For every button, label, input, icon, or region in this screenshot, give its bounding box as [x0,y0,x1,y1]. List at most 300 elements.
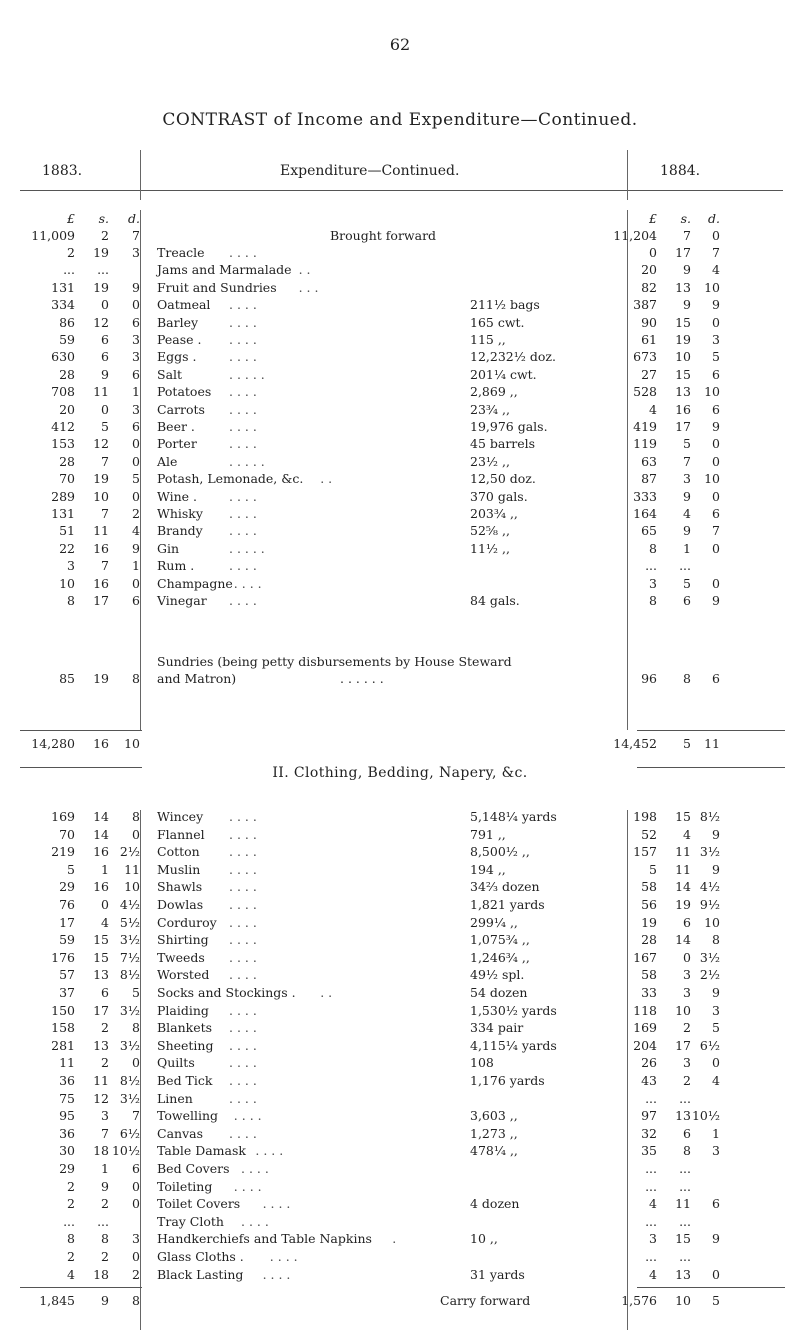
amount-pence: 10 [704,279,720,295]
table-row [0,296,800,313]
item-label: Socks and Stockings . [157,985,296,1000]
amount-pence: 1 [132,384,140,400]
total-pounds: 14,280 [31,736,75,751]
amount-pounds: 673 [633,349,657,365]
table-row [0,435,800,452]
quantity: 34⅔ dozen [470,879,540,895]
leader-dots: . . [320,985,333,1000]
amount-pounds: 28 [641,932,657,948]
table-row [0,984,800,1001]
amount-pence: 0 [132,1249,140,1264]
amount-shillings: 14 [93,826,109,842]
amount-pounds: 419 [633,419,657,434]
quantity: 23¾ ,, [470,401,510,417]
amount-shillings: 9 [101,1293,109,1308]
amount-shillings: ... [679,1249,691,1264]
amount-shillings: 8 [683,1143,691,1159]
amount-pounds: 63 [641,453,657,469]
quantity: 201¼ cwt. [470,366,537,382]
amount-shillings: 10 [675,1293,691,1308]
amount-pence: 0 [132,297,140,313]
leader-dots: . . . . [233,575,262,591]
amount-shillings: 7 [683,228,691,243]
leader-dots: . . . . [229,384,257,400]
amount-shillings: 7 [101,1125,109,1141]
amount-pence: 7½ [119,949,140,965]
amount-pence: 5 [132,985,140,1000]
amount-shillings: 12 [93,314,109,330]
amount-pounds: ... [645,558,657,574]
amount-pence: 3½ [119,932,140,948]
table-row [0,314,800,331]
amount-pounds: 281 [51,1037,75,1053]
amount-pounds: 11,009 [31,228,75,243]
amount-pounds: 708 [51,384,75,400]
amount-pounds: 11,204 [613,228,657,243]
table-row [0,1248,800,1265]
amount-shillings: 2 [101,228,109,243]
amount-pounds: 169 [51,809,75,824]
amount-shillings: 19 [675,897,691,912]
amount-shillings: 13 [675,279,691,295]
total-pence: 11 [704,736,720,751]
quantity: 791 ,, [470,826,506,842]
amount-pounds: 157 [633,844,657,860]
leader-dots: . . . . [229,897,257,912]
sundries-label-line2: and Matron) [157,671,237,686]
year-right-header: 1884. [660,163,701,179]
amount-pence: 6 [712,401,720,417]
quantity: 1,075¾ ,, [470,932,530,948]
leader-dots: . . . . [229,826,257,842]
amount-shillings: 10 [93,488,109,504]
leader-dots: . . . . [229,879,257,895]
item-label: Bed Tick [157,1073,213,1088]
table-row [0,348,800,365]
amount-shillings: ... [97,1213,109,1229]
amount-shillings: 3 [683,967,691,983]
header-divider-left [140,150,141,200]
leader-dots: . . . . [229,1037,257,1053]
amount-pence: 9 [712,1231,720,1247]
table-row [0,949,800,966]
leader-dots: . . . . [229,506,257,521]
amount-shillings: 11 [675,861,691,877]
amount-pounds: 118 [633,1002,657,1018]
amount-pence: 8½ [699,809,720,824]
amount-shillings: 8 [101,1231,109,1247]
table-row [0,843,800,860]
table-row [0,808,800,825]
table-row [0,1037,800,1054]
amount-shillings: 8 [683,671,691,686]
table-row [0,453,800,470]
amount-shillings: 19 [675,332,691,347]
leader-dots: . . . . [233,1108,262,1124]
amount-pounds: 37 [59,985,75,1000]
amount-pounds: 97 [641,1108,657,1124]
amount-pence: 3½ [119,1037,140,1053]
table-row [0,575,800,592]
amount-shillings: 13 [675,384,691,400]
amount-pounds: 333 [633,488,657,504]
amount-pounds: 2 [67,1249,75,1264]
amount-pence: 5 [712,1020,720,1036]
item-label: Brandy [157,523,203,539]
amount-pounds: 20 [59,401,75,417]
leader-dots: . . . . [229,844,257,860]
amount-pence: 0 [132,575,140,591]
amount-shillings: 16 [675,401,691,417]
amount-pounds: 59 [59,332,75,347]
amount-pence: 7 [712,245,720,260]
amount-pence: 3½ [699,844,720,860]
amount-pounds: 52 [641,826,657,842]
amount-shillings: ... [679,1178,691,1194]
item-label: Handkerchiefs and Table Napkins [157,1231,372,1247]
amount-pence: 8 [712,932,720,948]
table-row [0,1230,800,1247]
amount-pounds: 158 [51,1020,75,1036]
amount-pounds: 43 [641,1073,657,1088]
leader-dots: . . . . [229,488,257,504]
pounds-header-left: £ [67,211,75,226]
amount-shillings: 6 [683,1125,691,1141]
amount-pounds: 61 [641,332,657,347]
amount-pence: 0 [712,575,720,591]
amount-pence: 6 [712,506,720,521]
table-row [0,279,800,296]
amount-pence: 9 [712,985,720,1000]
table-row [0,1107,800,1124]
amount-shillings: 6 [101,349,109,365]
amount-pounds: 76 [59,897,75,912]
amount-pounds: 4 [649,401,657,417]
amount-shillings: 18 [93,1143,109,1159]
amount-shillings: 6 [101,332,109,347]
item-label: Beer . [157,419,195,434]
amount-pence: 4½ [119,897,140,912]
amount-pence: 10 [704,384,720,400]
carry-forward-row [0,1292,800,1309]
amount-pounds: 167 [633,949,657,965]
amount-pence: 3½ [119,1090,140,1106]
amount-pounds: 58 [641,967,657,983]
amount-shillings: 4 [683,506,691,521]
amount-pence: 6 [132,593,140,608]
amount-shillings: ... [679,558,691,574]
item-label: Porter [157,436,197,452]
amount-shillings: ... [679,1161,691,1176]
leader-dots: . . . . [229,401,257,417]
amount-pounds: 85 [59,671,75,686]
leader-dots: . . . . [241,1213,269,1229]
amount-shillings: 16 [93,575,109,591]
amount-shillings: 19 [93,471,109,487]
amount-shillings: 13 [675,1266,691,1282]
amount-pounds: 30 [59,1143,75,1159]
amount-pence: 0 [712,488,720,504]
amount-pounds: 3 [67,558,75,574]
amount-shillings: 6 [683,914,691,930]
table-row [0,418,800,435]
amount-shillings: 0 [683,949,691,965]
quantity: 2,869 ,, [470,384,518,400]
amount-pounds: 57 [59,967,75,983]
amount-shillings: 9 [101,366,109,382]
amount-shillings: 15 [93,932,109,948]
table-row [0,1002,800,1019]
amount-pounds: 334 [51,297,75,313]
item-label: Oatmeal [157,297,211,313]
item-label: Plaiding [157,1002,209,1018]
quantity: 1,273 ,, [470,1125,518,1141]
amount-pounds: 219 [51,844,75,860]
amount-pounds: ... [645,1161,657,1176]
amount-shillings: 17 [675,419,691,434]
amount-pence: 8½ [119,967,140,983]
amount-pounds: ... [645,1213,657,1229]
amount-shillings: 19 [93,279,109,295]
amount-pence: 11 [124,861,140,877]
amount-pence: 6 [712,366,720,382]
amount-shillings: 10 [675,1002,691,1018]
leader-dots: . . . . [229,593,257,608]
amount-pounds: 33 [641,985,657,1000]
amount-pence: 3 [712,1002,720,1018]
table-row [0,1019,800,1036]
amount-shillings: 17 [675,1037,691,1053]
quantity: 54 dozen [470,985,528,1000]
total-rule-left [20,730,142,731]
brought-forward-label: Brought forward [330,228,437,243]
pence-header-right: d. [708,211,720,226]
table-row [0,896,800,913]
quantity: 23½ ,, [470,453,510,469]
leader-dots: . . . . [229,949,257,965]
amount-shillings: 0 [101,897,109,912]
quantity: 4,115¼ yards [470,1037,557,1053]
amount-pounds: 289 [51,488,75,504]
amount-shillings: 13 [93,967,109,983]
shillings-header-left: s. [98,211,109,226]
amount-pence: 5 [712,1293,720,1308]
table-row [0,1266,800,1283]
amount-shillings: 12 [93,436,109,452]
amount-pence: 0 [712,453,720,469]
carry-rule-right [637,1287,785,1288]
amount-shillings: 17 [675,245,691,260]
item-label: Canvas [157,1125,203,1141]
item-label: Potatoes [157,384,212,400]
quantity: 12,232½ doz. [470,349,556,365]
item-label: Wincey [157,809,204,824]
quantity: 5,148¼ yards [470,809,557,824]
amount-pounds: 90 [641,314,657,330]
amount-pence: 8½ [119,1073,140,1088]
amount-pence: 1 [132,558,140,574]
amount-pence: 3 [132,332,140,347]
item-label: Wine . [157,488,198,504]
amount-shillings: 7 [101,506,109,521]
amount-pounds: 1,845 [39,1293,75,1308]
pounds-header-right: £ [649,211,657,226]
amount-pence: 9 [132,279,140,295]
amount-pence: 10½ [111,1143,140,1159]
leader-dots: . . . . [229,523,257,539]
quantity: 334 pair [470,1020,524,1036]
table-row [0,1213,800,1230]
amount-shillings: ... [679,1090,691,1106]
amount-pounds: 8 [67,593,75,608]
header-rule [20,190,783,191]
amount-shillings: 16 [93,844,109,860]
amount-shillings: ... [97,262,109,278]
quantity: 370 gals. [470,488,528,504]
leader-dots: . [392,1231,397,1247]
item-label: Tweeds [157,949,205,965]
amount-pence: 8 [132,671,140,686]
amount-pounds: 20 [641,262,657,278]
leader-dots: . . . . [229,914,257,930]
amount-pence: 4½ [699,879,720,895]
amount-shillings: 3 [683,1055,691,1071]
item-label: Whisky [157,506,203,521]
amount-shillings: 0 [101,401,109,417]
amount-shillings: 9 [101,1178,109,1194]
amount-shillings: 6 [683,593,691,608]
amount-pounds: 86 [59,314,75,330]
item-label: Shawls [157,879,203,895]
table-row [0,966,800,983]
table-row [0,331,800,348]
amount-pounds: 65 [641,523,657,539]
item-label: Gin [157,540,180,556]
table-row [0,1160,800,1177]
amount-shillings: 17 [93,593,109,608]
leader-dots: . . . . [229,932,257,948]
item-label: Quilts [157,1055,195,1071]
amount-pence: 4 [712,1073,720,1088]
quantity: 108 [470,1055,494,1071]
amount-shillings: 11 [675,844,691,860]
amount-pence: 9 [132,540,140,556]
amount-pounds: 3 [649,575,657,591]
amount-shillings: 5 [683,436,691,452]
leader-dots: . . . [298,279,319,295]
sundries-row [0,670,800,687]
amount-shillings: 4 [683,826,691,842]
amount-shillings: 1 [101,861,109,877]
amount-pounds: 630 [51,349,75,365]
amount-pence: 1 [712,1125,720,1141]
table-row [0,1054,800,1071]
amount-shillings: 15 [675,366,691,382]
amount-shillings: ... [679,1213,691,1229]
item-label: Ale [157,453,178,469]
amount-shillings: 0 [101,297,109,313]
amount-pounds: 29 [59,879,75,895]
amount-shillings: 15 [675,1231,691,1247]
amount-shillings: 11 [93,523,109,539]
leader-dots: . . . . [229,332,257,347]
quantity: 8,500½ ,, [470,844,530,860]
table-row [0,401,800,418]
leader-dots: . . . . [233,1178,262,1194]
amount-pounds: 0 [649,245,657,260]
sundries-dots: . . . . . . [340,671,384,686]
item-label: Dowlas [157,897,204,912]
amount-pence: 7 [132,1108,140,1124]
amount-pence: 4 [712,262,720,278]
item-label: Black Lasting [157,1266,244,1282]
leader-dots: . . . . [229,1125,257,1141]
amount-shillings: 2 [101,1249,109,1264]
table-row [0,1072,800,1089]
item-label: Fruit and Sundries [157,279,277,295]
amount-pence: 2 [132,1266,140,1282]
amount-pence: 9½ [699,897,720,912]
amount-shillings: 19 [93,671,109,686]
amount-pounds: 1,576 [621,1293,657,1308]
amount-pence: 3 [132,349,140,365]
item-label: Flannel [157,826,205,842]
table-row [0,914,800,931]
amount-pence: 6 [712,1196,720,1212]
amount-shillings: 14 [675,879,691,895]
amount-pounds: 32 [641,1125,657,1141]
amount-shillings: 9 [683,297,691,313]
quantity: 52⅝ ,, [470,523,510,539]
amount-pounds: 8 [649,540,657,556]
amount-pence: 7 [132,228,140,243]
item-label: Rum . [157,558,195,574]
item-label: Jams and Marmalade [157,262,292,278]
leader-dots: . . . . [229,297,257,313]
amount-shillings: 16 [93,879,109,895]
amount-pence: 3½ [699,949,720,965]
leader-dots: . . [298,262,311,278]
item-label: Treacle [157,245,205,260]
quantity: 194 ,, [470,861,506,877]
amount-pounds: 169 [633,1020,657,1036]
year-left-header: 1883. [42,163,83,179]
amount-pence: 3 [132,245,140,260]
leader-dots: . . . . . [229,453,265,469]
table-row [0,1090,800,1107]
quantity: 49½ spl. [470,967,525,983]
sundries-row-line1 [0,653,800,670]
amount-shillings: 3 [101,1108,109,1124]
amount-pounds: 176 [51,949,75,965]
amount-shillings: 7 [683,453,691,469]
amount-shillings: 19 [93,245,109,260]
brought-forward-row [0,227,800,244]
item-label: Potash, Lemonade, &c. [157,471,304,487]
amount-pounds: ... [645,1249,657,1264]
amount-pence: 5 [712,349,720,365]
amount-shillings: 2 [101,1196,109,1212]
quantity: 1,530½ yards [470,1002,557,1018]
section2-title: II. Clothing, Bedding, Napery, &c. [272,765,528,781]
amount-shillings: 7 [101,453,109,469]
table-row [0,1178,800,1195]
section1-total-row [0,735,800,752]
quantity: 19,976 gals. [470,419,548,434]
amount-pounds: 36 [59,1125,75,1141]
amount-shillings: 13 [675,1108,691,1124]
item-label: Shirting [157,932,209,948]
